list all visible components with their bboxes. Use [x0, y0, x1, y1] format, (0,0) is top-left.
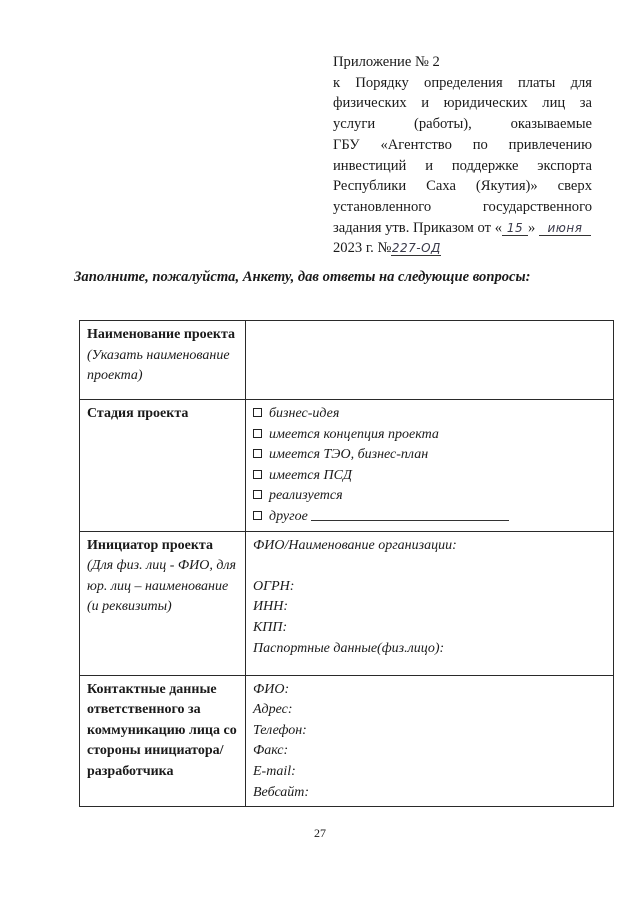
- fio-field[interactable]: ФИО:: [253, 681, 290, 697]
- checkbox-icon[interactable]: [253, 490, 262, 499]
- row-hint: (Указать наименование проекта): [87, 347, 230, 384]
- appendix-text-line: Республики Саха (Якутия)» сверх: [333, 178, 592, 195]
- name-org-field[interactable]: ФИО/Наименование организации:: [253, 537, 457, 553]
- table-row: [80, 400, 614, 532]
- phone-field[interactable]: Телефон:: [253, 722, 307, 738]
- project-name-label-cell: [80, 321, 246, 400]
- kpp-field[interactable]: КПП:: [253, 619, 288, 635]
- checkbox-icon[interactable]: [253, 429, 262, 438]
- appendix-text-line: физических и юридических лиц за: [333, 95, 592, 112]
- questionnaire-table: [79, 320, 614, 807]
- initiator-fields-cell: [246, 531, 614, 675]
- appendix-text-line: ГБУ «Агентство по привлечению: [333, 136, 592, 153]
- stage-label-cell: [80, 400, 246, 532]
- appendix-text-line: установленного государственного: [333, 198, 592, 215]
- stage-options-cell: [246, 400, 614, 532]
- fax-field[interactable]: Факс:: [253, 743, 289, 759]
- order-number-line: 2023 г. №227-ОД: [333, 240, 441, 257]
- ogrn-field[interactable]: ОГРН:: [253, 578, 295, 594]
- appendix-text-line: инвестиций и поддержке экспорта: [333, 157, 592, 174]
- initiator-label-cell: [80, 531, 246, 675]
- appendix-title: Приложение № 2: [333, 54, 440, 70]
- contacts-fields-cell: [246, 675, 614, 807]
- row-hint: (Для физ. лиц - ФИО, для юр. лиц – наименование (и реквизиты): [87, 558, 237, 615]
- stage-option-other[interactable]: другое: [253, 507, 607, 528]
- contacts-label-cell: [80, 675, 246, 807]
- appendix-header: [333, 52, 592, 259]
- email-field[interactable]: E-mail:: [253, 763, 296, 779]
- table-row: [80, 321, 614, 400]
- checkbox-icon[interactable]: [253, 511, 262, 520]
- order-day: 15: [502, 221, 528, 236]
- checkbox-icon[interactable]: [253, 449, 262, 458]
- address-field[interactable]: Адрес:: [253, 702, 293, 718]
- inn-field[interactable]: ИНН:: [253, 599, 288, 615]
- checkbox-icon[interactable]: [253, 470, 262, 479]
- table-row: [80, 531, 614, 675]
- project-name-field[interactable]: [246, 321, 614, 400]
- order-date-line: задания утв. Приказом от « 15 » июня: [333, 218, 592, 239]
- row-title: Стадия проекта: [87, 406, 189, 421]
- appendix-text-line: к Порядку определения платы для: [333, 74, 592, 91]
- passport-field[interactable]: Паспортные данные(физ.лицо):: [253, 640, 445, 656]
- row-title: Контактные данные ответственного за коммуникацию лица со стороны инициатора/ разработчика: [87, 681, 237, 779]
- stage-option[interactable]: реализуется: [253, 486, 607, 507]
- stage-option[interactable]: бизнес-идея: [253, 404, 607, 425]
- form-instruction: Заполните, пожалуйста, Анкету, дав ответы на следующие вопросы:: [74, 269, 531, 285]
- page-number: 27: [314, 826, 326, 840]
- stage-option[interactable]: имеется ТЭО, бизнес-план: [253, 445, 607, 466]
- stage-option[interactable]: имеется ПСД: [253, 466, 607, 487]
- other-fill-line[interactable]: [311, 508, 509, 521]
- order-month: июня: [539, 221, 591, 236]
- stage-option[interactable]: имеется концепция проекта: [253, 425, 607, 446]
- appendix-text-line: услуги (работы), оказываемые: [333, 116, 592, 133]
- website-field[interactable]: Вебсайт:: [253, 784, 310, 800]
- checkbox-icon[interactable]: [253, 408, 262, 417]
- row-title: Инициатор проекта: [87, 537, 213, 553]
- order-number: 227-ОД: [391, 241, 441, 256]
- table-row: [80, 675, 614, 807]
- row-title: Наименование проекта: [87, 327, 236, 342]
